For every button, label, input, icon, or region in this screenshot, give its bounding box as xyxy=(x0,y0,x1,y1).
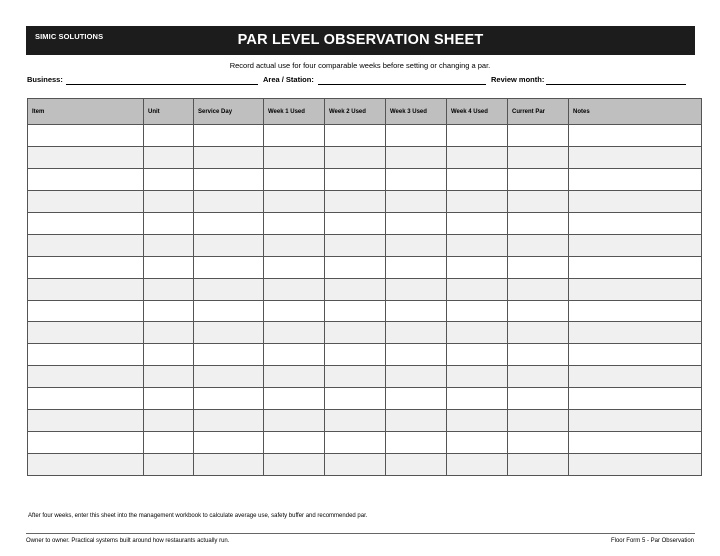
table-body xyxy=(28,125,702,476)
table-cell[interactable] xyxy=(386,278,447,300)
table-cell[interactable] xyxy=(508,322,569,344)
table-cell[interactable] xyxy=(264,146,325,168)
table-cell[interactable] xyxy=(386,454,447,476)
column-header-item: Item xyxy=(28,99,144,125)
table-cell[interactable] xyxy=(508,366,569,388)
table-row xyxy=(28,410,702,432)
table-cell[interactable] xyxy=(194,432,264,454)
table-row xyxy=(28,454,702,476)
table-cell[interactable] xyxy=(264,344,325,366)
column-header-week-3-used: Week 3 Used xyxy=(386,99,447,125)
table-cell[interactable] xyxy=(194,322,264,344)
table-cell[interactable] xyxy=(144,234,194,256)
table-cell[interactable] xyxy=(569,410,702,432)
table-cell[interactable] xyxy=(447,125,508,147)
table-cell[interactable] xyxy=(386,168,447,190)
table-cell[interactable] xyxy=(447,190,508,212)
table-cell[interactable] xyxy=(508,410,569,432)
table-cell[interactable] xyxy=(569,366,702,388)
table-cell[interactable] xyxy=(569,212,702,234)
table-row xyxy=(28,300,702,322)
table-cell[interactable] xyxy=(194,212,264,234)
table-cell[interactable] xyxy=(264,212,325,234)
table-cell[interactable] xyxy=(386,388,447,410)
table-cell[interactable] xyxy=(508,168,569,190)
table-cell[interactable] xyxy=(508,454,569,476)
table-cell[interactable] xyxy=(325,278,386,300)
table-cell[interactable] xyxy=(28,454,144,476)
table-row xyxy=(28,322,702,344)
table-row xyxy=(28,432,702,454)
table-cell[interactable] xyxy=(325,234,386,256)
table-cell[interactable] xyxy=(508,234,569,256)
table-cell[interactable] xyxy=(447,432,508,454)
table-cell[interactable] xyxy=(264,366,325,388)
table-cell[interactable] xyxy=(144,256,194,278)
instructions-subtitle: Record actual use for four comparable weeks before setting or changing a par. xyxy=(229,61,491,70)
table-cell[interactable] xyxy=(386,146,447,168)
table-cell[interactable] xyxy=(28,344,144,366)
area-station-field-line[interactable] xyxy=(318,84,486,85)
table-cell[interactable] xyxy=(508,388,569,410)
table-cell[interactable] xyxy=(144,212,194,234)
table-cell[interactable] xyxy=(508,146,569,168)
page-title: PAR LEVEL OBSERVATION SHEET xyxy=(237,32,484,48)
table-cell[interactable] xyxy=(508,344,569,366)
table-cell[interactable] xyxy=(325,344,386,366)
table-cell[interactable] xyxy=(325,256,386,278)
table-cell[interactable] xyxy=(386,432,447,454)
table-cell[interactable] xyxy=(264,256,325,278)
table-cell[interactable] xyxy=(447,278,508,300)
table-row xyxy=(28,388,702,410)
table-cell[interactable] xyxy=(569,454,702,476)
table-cell[interactable] xyxy=(569,388,702,410)
table-cell[interactable] xyxy=(144,322,194,344)
table-cell[interactable] xyxy=(194,234,264,256)
table-cell[interactable] xyxy=(447,366,508,388)
table-header-row xyxy=(28,99,702,125)
table-cell[interactable] xyxy=(264,410,325,432)
table-cell[interactable] xyxy=(28,388,144,410)
table-cell[interactable] xyxy=(569,125,702,147)
table-cell[interactable] xyxy=(264,300,325,322)
brand-name: SIMIC SOLUTIONS xyxy=(35,32,104,41)
column-header-notes: Notes xyxy=(569,99,702,125)
table-cell[interactable] xyxy=(508,432,569,454)
table-row xyxy=(28,344,702,366)
table-cell[interactable] xyxy=(325,300,386,322)
table-cell[interactable] xyxy=(264,432,325,454)
table-cell[interactable] xyxy=(447,300,508,322)
table-cell[interactable] xyxy=(194,344,264,366)
table-cell[interactable] xyxy=(569,278,702,300)
table-cell[interactable] xyxy=(325,454,386,476)
table-cell[interactable] xyxy=(386,322,447,344)
review-month-field-line[interactable] xyxy=(546,84,686,85)
table-row xyxy=(28,190,702,212)
table-row xyxy=(28,146,702,168)
header-bar xyxy=(26,26,695,55)
table-cell[interactable] xyxy=(569,344,702,366)
table-cell[interactable] xyxy=(28,366,144,388)
table-row xyxy=(28,366,702,388)
table-cell[interactable] xyxy=(264,125,325,147)
table-cell[interactable] xyxy=(28,190,144,212)
table-cell[interactable] xyxy=(447,256,508,278)
table-cell[interactable] xyxy=(569,300,702,322)
table-cell[interactable] xyxy=(569,256,702,278)
table-cell[interactable] xyxy=(447,234,508,256)
column-header-service-day: Service Day xyxy=(194,99,264,125)
table-cell[interactable] xyxy=(508,300,569,322)
table-cell[interactable] xyxy=(325,366,386,388)
table-cell[interactable] xyxy=(386,212,447,234)
table-cell[interactable] xyxy=(28,300,144,322)
column-header-week-2-used: Week 2 Used xyxy=(325,99,386,125)
table-cell[interactable] xyxy=(28,410,144,432)
table-row xyxy=(28,125,702,147)
table-cell[interactable] xyxy=(194,410,264,432)
table-cell[interactable] xyxy=(264,234,325,256)
column-header-current-par: Current Par xyxy=(508,99,569,125)
table-cell[interactable] xyxy=(144,432,194,454)
table-cell[interactable] xyxy=(325,432,386,454)
table-cell[interactable] xyxy=(386,366,447,388)
table-cell[interactable] xyxy=(325,212,386,234)
table-cell[interactable] xyxy=(194,454,264,476)
column-header-unit: Unit xyxy=(144,99,194,125)
footer-divider xyxy=(26,533,695,534)
table-cell[interactable] xyxy=(194,146,264,168)
footer-tagline: Owner to owner. Practical systems built around how restaurants actually run. xyxy=(26,538,230,544)
table-cell[interactable] xyxy=(264,168,325,190)
table-cell[interactable] xyxy=(569,432,702,454)
table-cell[interactable] xyxy=(194,168,264,190)
table-cell[interactable] xyxy=(447,388,508,410)
table-cell[interactable] xyxy=(447,146,508,168)
table-cell[interactable] xyxy=(508,278,569,300)
footer-form-id: Floor Form 5 - Par Observation xyxy=(610,538,694,544)
table-cell[interactable] xyxy=(194,300,264,322)
table-cell[interactable] xyxy=(28,234,144,256)
table-cell[interactable] xyxy=(447,212,508,234)
table-cell[interactable] xyxy=(194,256,264,278)
table-cell[interactable] xyxy=(144,125,194,147)
table-cell[interactable] xyxy=(194,366,264,388)
table-cell[interactable] xyxy=(144,278,194,300)
table-cell[interactable] xyxy=(386,256,447,278)
table-cell[interactable] xyxy=(508,256,569,278)
table-cell[interactable] xyxy=(325,168,386,190)
column-header-week-4-used: Week 4 Used xyxy=(447,99,508,125)
table-cell[interactable] xyxy=(325,190,386,212)
table-cell[interactable] xyxy=(569,146,702,168)
table-cell[interactable] xyxy=(447,322,508,344)
table-row xyxy=(28,212,702,234)
table-cell[interactable] xyxy=(386,300,447,322)
column-header-week-1-used: Week 1 Used xyxy=(264,99,325,125)
table-cell[interactable] xyxy=(447,344,508,366)
table-cell[interactable] xyxy=(28,146,144,168)
table-row xyxy=(28,234,702,256)
table-cell[interactable] xyxy=(386,125,447,147)
table-cell[interactable] xyxy=(325,388,386,410)
table-cell[interactable] xyxy=(264,454,325,476)
table-cell[interactable] xyxy=(144,388,194,410)
table-cell[interactable] xyxy=(194,388,264,410)
business-label: Business: xyxy=(27,75,63,84)
business-field-line[interactable] xyxy=(66,84,258,85)
table-cell[interactable] xyxy=(144,344,194,366)
table-cell[interactable] xyxy=(447,168,508,190)
table-cell[interactable] xyxy=(569,190,702,212)
table-cell[interactable] xyxy=(569,168,702,190)
table-cell[interactable] xyxy=(386,234,447,256)
table-cell[interactable] xyxy=(386,410,447,432)
table-cell[interactable] xyxy=(325,146,386,168)
table-cell[interactable] xyxy=(28,212,144,234)
table-cell[interactable] xyxy=(264,388,325,410)
table-cell[interactable] xyxy=(264,190,325,212)
table-cell[interactable] xyxy=(569,322,702,344)
table-cell[interactable] xyxy=(325,125,386,147)
observation-table xyxy=(27,98,702,476)
table-cell[interactable] xyxy=(264,278,325,300)
table-row xyxy=(28,278,702,300)
table-cell[interactable] xyxy=(325,322,386,344)
table-cell[interactable] xyxy=(447,410,508,432)
review-month-label: Review month: xyxy=(491,75,545,84)
table-cell[interactable] xyxy=(194,278,264,300)
table-cell[interactable] xyxy=(508,125,569,147)
table-cell[interactable] xyxy=(325,410,386,432)
table-cell[interactable] xyxy=(144,366,194,388)
table-cell[interactable] xyxy=(194,125,264,147)
table-cell[interactable] xyxy=(194,190,264,212)
table-cell[interactable] xyxy=(508,212,569,234)
table-cell[interactable] xyxy=(144,168,194,190)
table-row xyxy=(28,256,702,278)
table-cell[interactable] xyxy=(264,322,325,344)
table-cell[interactable] xyxy=(28,125,144,147)
table-cell[interactable] xyxy=(28,256,144,278)
table-cell[interactable] xyxy=(28,278,144,300)
table-cell[interactable] xyxy=(569,234,702,256)
table-cell[interactable] xyxy=(28,432,144,454)
table-cell[interactable] xyxy=(28,168,144,190)
table-cell[interactable] xyxy=(144,410,194,432)
table-row xyxy=(28,168,702,190)
table-cell[interactable] xyxy=(386,190,447,212)
table-cell[interactable] xyxy=(144,454,194,476)
table-cell[interactable] xyxy=(144,300,194,322)
area-station-label: Area / Station: xyxy=(263,75,314,84)
table-cell[interactable] xyxy=(28,322,144,344)
table-cell[interactable] xyxy=(144,190,194,212)
table-cell[interactable] xyxy=(144,146,194,168)
table-cell[interactable] xyxy=(508,190,569,212)
table-cell[interactable] xyxy=(386,344,447,366)
footnote: After four weeks, enter this sheet into the management workbook to calculate average use, safety buffer and recommended par. xyxy=(28,513,368,519)
table-cell[interactable] xyxy=(447,454,508,476)
